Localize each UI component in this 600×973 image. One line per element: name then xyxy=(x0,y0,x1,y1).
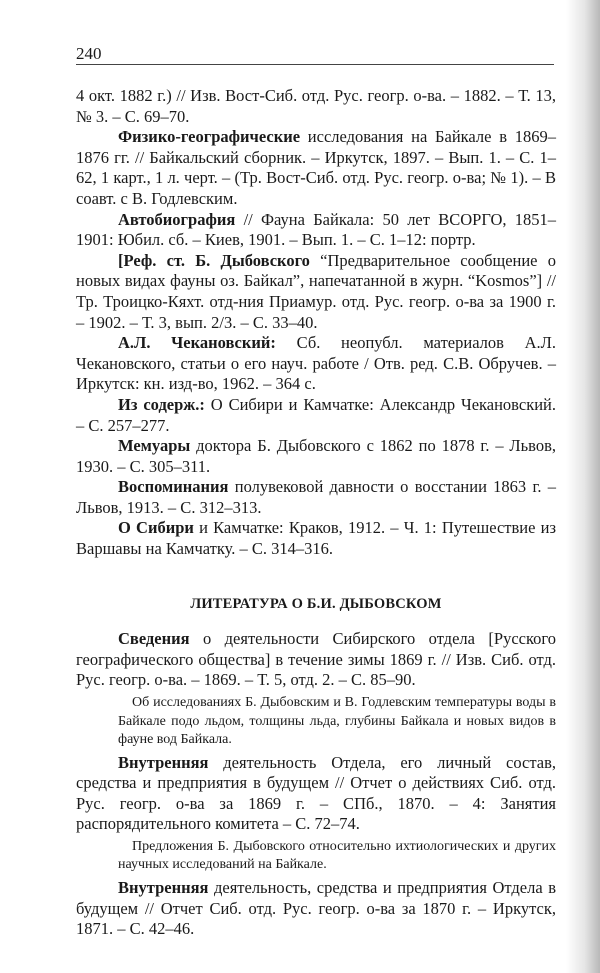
literature-entry xyxy=(76,629,556,691)
page-number: 240 xyxy=(76,44,102,63)
entry-text: деятельность, средства и предприятия Отдела в будущем // Отчет Сиб. отд. Рус. геогр. о-ва за 1870 г. – Иркутск, 1871. – С. 42–46. xyxy=(76,877,556,939)
bibliography-entry xyxy=(76,251,556,333)
entry-text: и Камчатке: Краков, 1912. – Ч. 1: Путешествие из Варшавы на Камчатку. – С. 314–316. xyxy=(76,518,556,559)
entry-lead: Из содерж.: xyxy=(118,394,205,414)
bibliography-entry xyxy=(76,477,556,518)
entry-text: О Сибири и Камчатке: Александр Чекановский. – С. 257–277. xyxy=(76,394,557,435)
entry-text: “Предварительное сообщение о новых видах фауны оз. Байкал”, напечатанной в журн. “Kosmos”] // Тр. Троицко-Кяхт. отд-ния Приамур. отд. Рус. геогр. о-ва за 1900 г. – 1902. – Т. 3, вып. 2/3. – С. 33–40. xyxy=(76,250,556,332)
entry-text: Сб. неопубл. материалов А.Л. Чекановского, статьи о его науч. работе / Отв. ред. С.В. Обручев. – Иркутск: кн. изд-во, 1962. – 364 с. xyxy=(76,333,556,394)
bibliography-entry xyxy=(76,436,556,477)
bibliography-entry xyxy=(76,395,556,436)
entry-lead: Физико-географические xyxy=(118,127,301,147)
entry-text: исследования на Байкале в 1869–1876 гг. // Байкальский сборник. – Иркутск, 1897. – Вып. 1. – С. 1–62, 1 карт., 1 л. черт. – (Тр. Вост-Сиб. отд. Рус. геогр. о-ва; № 1). – В соавт. с В. Годлевским. xyxy=(76,127,556,208)
entry-lead: О Сибири xyxy=(118,518,194,538)
entry-text: // Фауна Байкала: 50 лет ВСОРГО, 1851–1901: Юбил. сб. – Киев, 1901. – Вып. 1. – С. 1–12: портр. xyxy=(76,209,556,250)
header-rule xyxy=(76,64,554,65)
entry-text: доктора Б. Дыбовского с 1862 по 1878 г. – Львов, 1930. – С. 305–311. xyxy=(76,436,556,476)
literature-entry xyxy=(76,753,556,835)
bibliography-entry xyxy=(76,210,556,251)
entry-lead: Мемуары xyxy=(118,436,191,456)
entry-text: о деятельности Сибирского отдела [Русского географического общества] в течение зимы 1869 г. // Изв. Сиб. отд. Рус. геогр. о-ва. – 1869. – Т. 5, отд. 2. – С. 85–90. xyxy=(76,629,556,690)
annotation-note: Предложения Б. Дыбовского относительно ихтиологических и других научных исследований на Байкале. xyxy=(118,838,556,873)
section-heading: ЛИТЕРАТУРА О Б.И. ДЫБОВСКОМ xyxy=(190,595,442,612)
annotation-note: Об исследованиях Б. Дыбовским и В. Годлевским температуры воды в Байкале подо льдом, толщины льда, глубины Байкала и новых видов в фауне вод Байкала. xyxy=(118,695,556,748)
entry-lead: Автобиография xyxy=(118,209,236,229)
page-edge-shadow xyxy=(566,0,600,973)
literature-entry xyxy=(76,878,556,940)
entry-text: 4 окт. 1882 г.) // Изв. Вост-Сиб. отд. Рус. геогр. о-ва. – 1882. – Т. 13, № 3. – С. 69–70. xyxy=(76,86,556,126)
entry-lead: А.Л. Чекановский: xyxy=(118,333,276,353)
entry-lead: [Реф. ст. Б. Дыбовского xyxy=(118,250,310,270)
entry-lead: Внутренняя xyxy=(118,877,209,897)
bibliography-entry xyxy=(76,127,556,209)
bibliography-entry xyxy=(76,86,556,127)
bibliography-entry xyxy=(76,518,556,559)
entry-text: полувековой давности о восстании 1863 г. – Львов, 1913. – С. 312–313. xyxy=(76,477,556,517)
entry-text: деятельность Отдела, его личный состав, средства и предприятия в будущем // Отчет о действиях Сиб. отд. Рус. геогр. о-ва за 1869 г. – СПб., 1870. – 4: Занятия распорядительного комитета – С. 72–74. xyxy=(76,752,556,834)
entry-lead: Внутренняя xyxy=(118,752,209,772)
entry-lead: Воспоминания xyxy=(118,477,229,497)
entry-lead: Сведения xyxy=(118,629,190,649)
bibliography-entry xyxy=(76,333,556,395)
page-body xyxy=(76,86,556,940)
